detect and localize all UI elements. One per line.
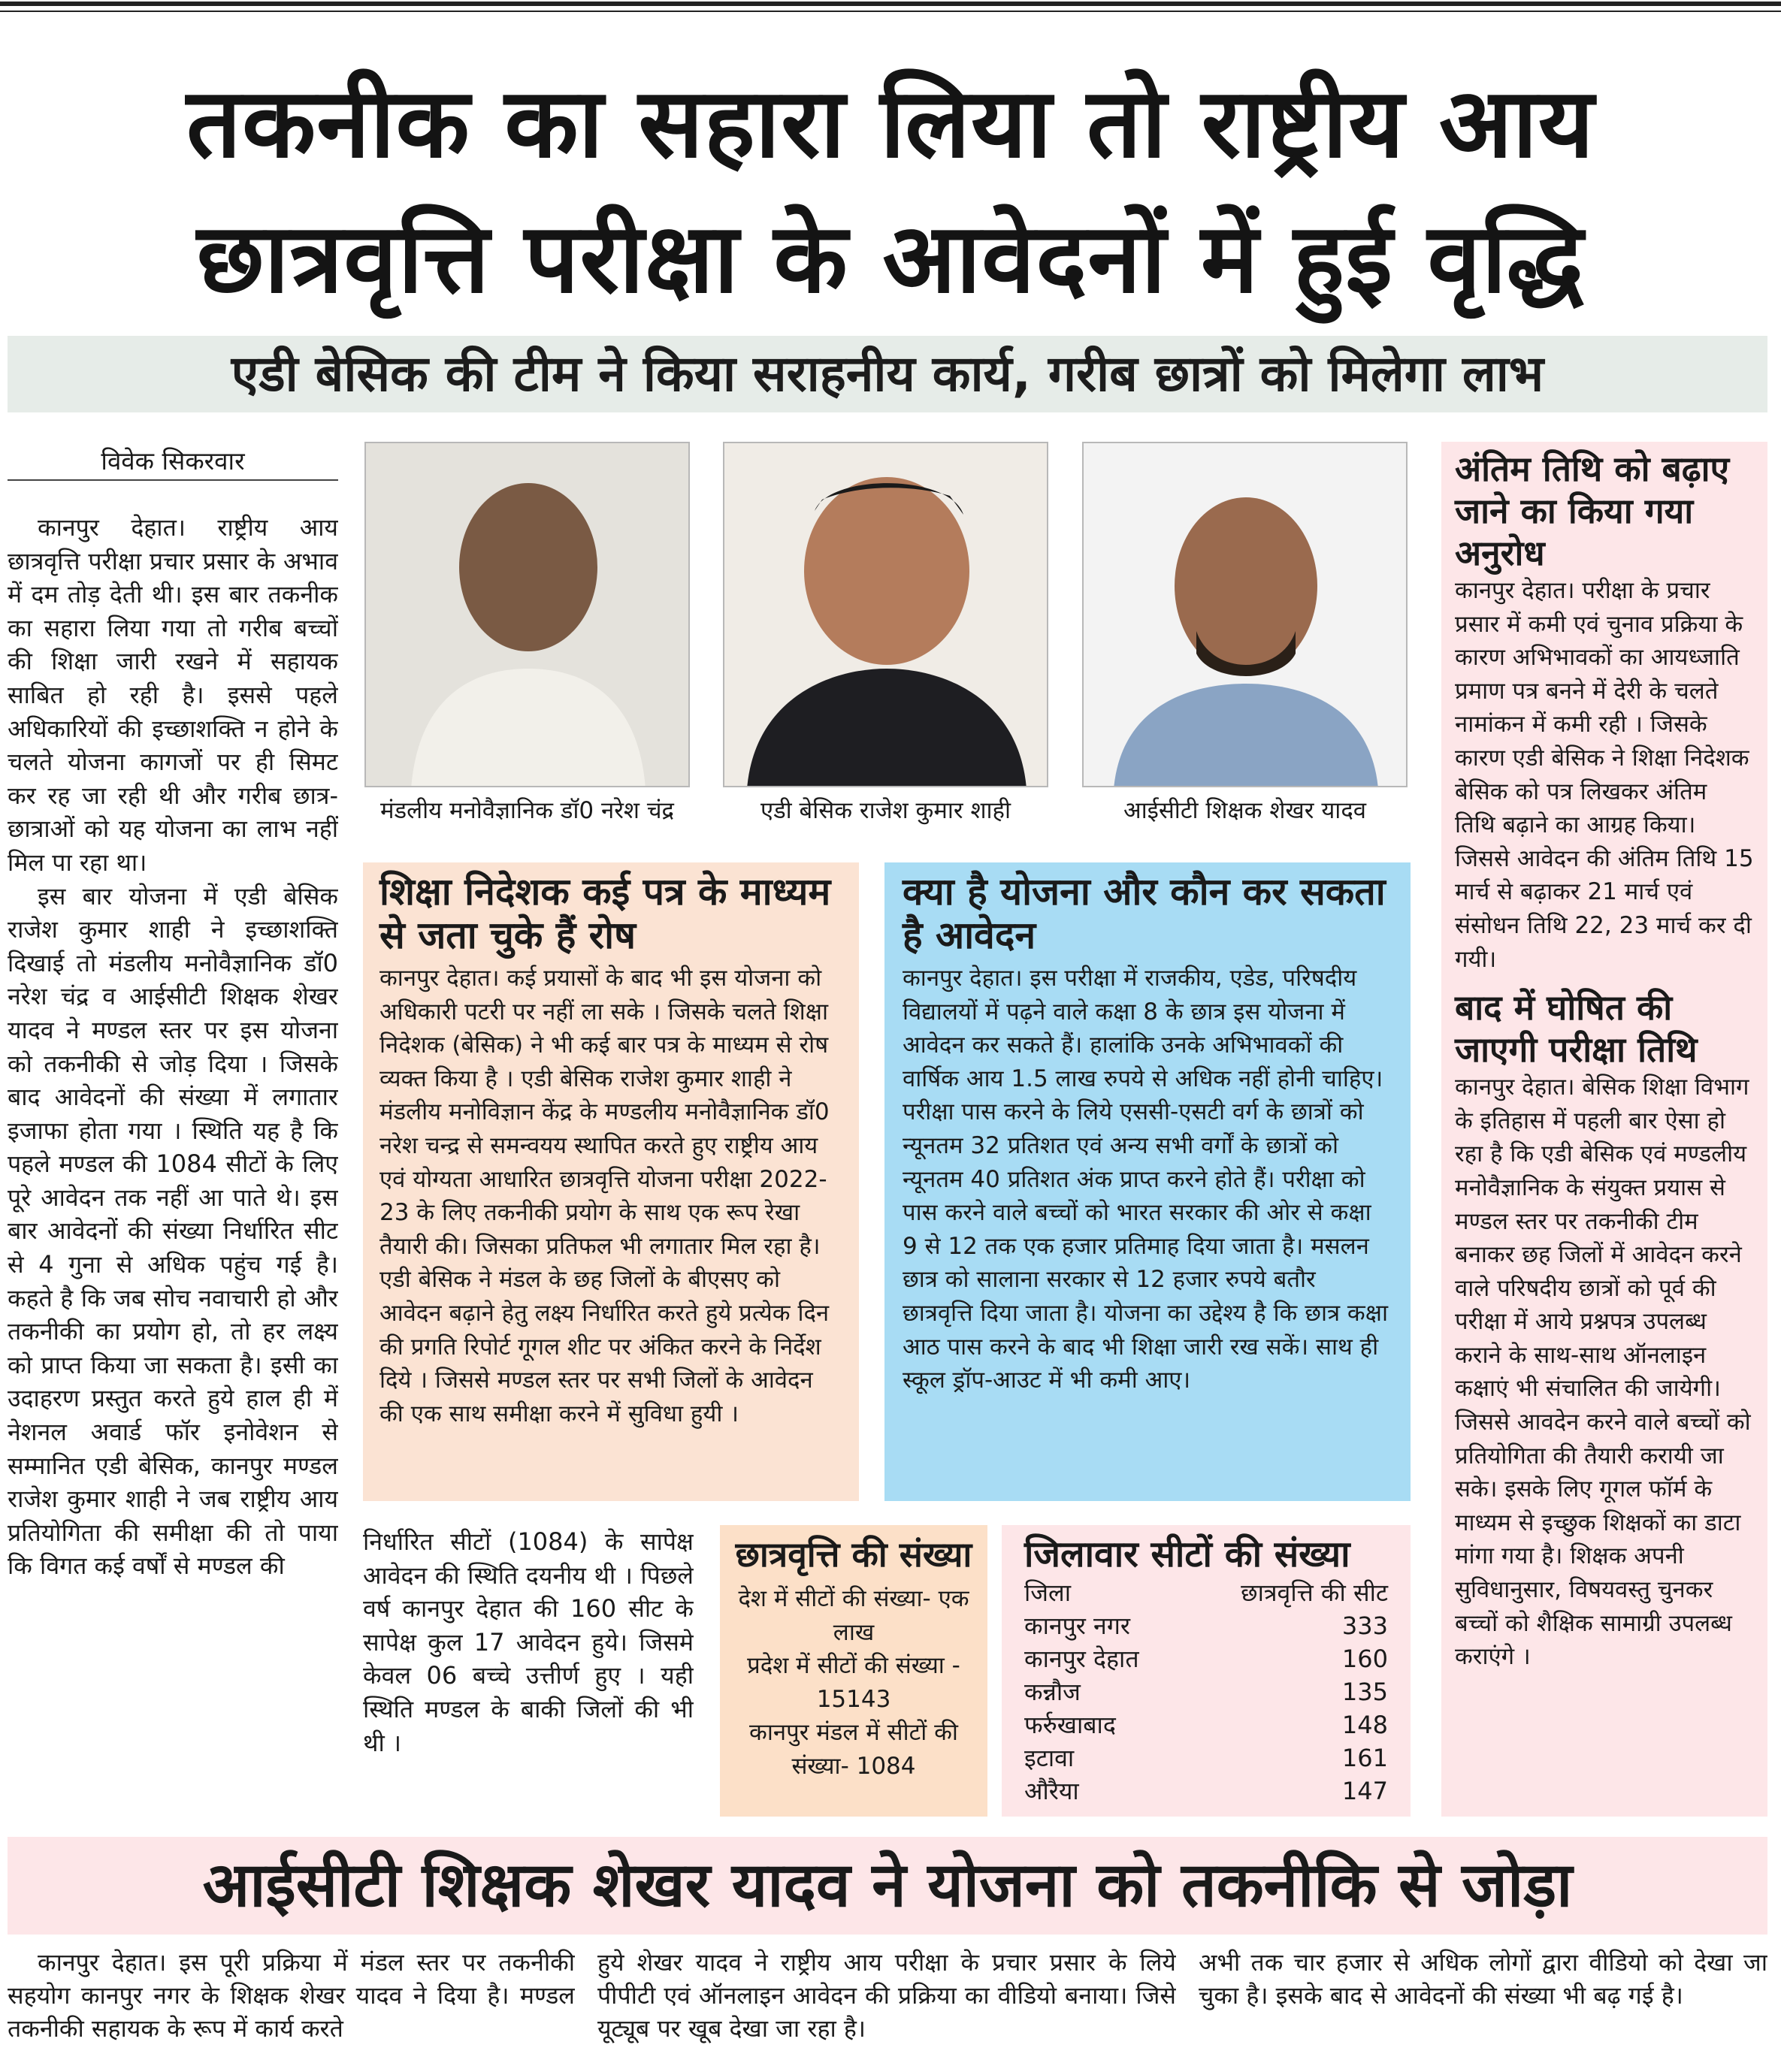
scholarship-line-country: देश में सीटों की संख्या- एक लाख xyxy=(738,1585,969,1646)
photo-naresh-chandra xyxy=(364,442,690,787)
scholarship-line-state: प्रदेश में सीटों की संख्या - 15143 xyxy=(747,1652,960,1713)
bottom-column-1 xyxy=(8,1946,575,2066)
sidebar-title-deadline: अंतिम तिथि को बढ़ाए जाने का किया गया अनुरोध xyxy=(1455,449,1730,573)
portrait-naresh-chandra xyxy=(366,443,690,787)
bottom-column-3-text: अभी तक चार हजार से अधिक लोगों द्वारा वीडियो को देखा जा चुका है। इसके बाद से आवेदनों की संख्या भी बढ़ गई है। xyxy=(1199,1948,1767,2010)
box-director-letters xyxy=(363,862,859,1501)
district-seats: 148 xyxy=(1341,1711,1388,1739)
photo-rajesh-shahi xyxy=(723,442,1048,787)
scholarship-line-division: कानपुर मंडल में सीटों की संख्या- 1084 xyxy=(749,1719,958,1780)
continuation-paragraph: निर्धारित सीटों (1084) के सापेक्ष आवेदन की स्थिति दयनीय थी । पिछले वर्ष कानपुर देहात की 160 सीट के सापेक्ष कुल 17 आवेदन हुये। जिसमे केवल 06 बच्चे उत्तीर्ण हुए । यही स्थिति मण्डल के बाकी जिलों की भी थी । xyxy=(363,1527,694,1757)
box-director-letters-title: शिक्षा निदेशक कई पत्र के माध्यम से जता चुके हैं रोष xyxy=(379,870,831,957)
portrait-rajesh-shahi xyxy=(724,443,1048,787)
main-paragraph-1: कानपुर देहात। राष्ट्रीय आय छात्रवृत्ति परीक्षा प्रचार प्रसार के अभाव में दम तोड़ देती थी। इस बार तकनीक का सहारा लिया गया तो गरीब बच्चों की शिक्षा जारी रखने में सहायक साबित हो रही है। इससे पहले अधिकारियों की इच्छाशक्ति न होने के चलते योजना कागजों पर ही सिमट कर रह जा रही थी और गरीब छात्र-छात्राओं को यह योजना का लाभ नहीं मिल पा रहा था। xyxy=(8,513,338,877)
district-seats: 160 xyxy=(1341,1645,1388,1673)
caption-naresh-chandra: मंडलीय मनोवैज्ञानिक डॉ0 नरेश चंद्र xyxy=(380,797,674,824)
bottom-column-2-text: हुये शेखर यादव ने राष्ट्रीय आय परीक्षा के प्रचार प्रसार के लिये पीपीटी एवं ऑनलाइन आवेदन की प्रक्रिया का वीडियो बनाया। जिसे यूट्यूब पर खूब देखा जा रहा है। xyxy=(597,1948,1176,2043)
seats-header: छात्रवृत्ति की सीट xyxy=(1241,1578,1388,1607)
district-seats: 135 xyxy=(1341,1678,1388,1706)
district-seats: 161 xyxy=(1341,1744,1388,1772)
main-paragraph-2: इस बार योजना में एडी बेसिक राजेश कुमार शाही ने इच्छाशक्ति दिखाई तो मंडलीय मनोवैज्ञानिक डॉ0 नरेश चंद्र व आईसीटी शिक्षक शेखर यादव ने मण्डल स्तर पर इस योजना को तकनीकी से जोड़ दिया । जिसके बाद आवेदनों की संख्या में लगातार इजाफा होता गया । स्थिति यह है कि पहले मण्डल की 1084 सीटों के लिए पूरे आवेदन तक नहीं आ पाते थे। इस बार आवेदनों की संख्या निर्धारित सीट से 4 गुना से अधिक पहुंच गई है। कहते है कि जब सोच नवाचारी हो और तकनीकी का प्रयोग हो, तो हर लक्ष्य को प्राप्त किया जा सकता है। इसी का उदाहरण प्रस्तुत करते हुये हाल ही में नेशनल अवार्ड फॉर इनोवेशन से सम्मानित एडी बेसिक, कानपुर मण्डल राजेश कुमार शाही ने जब राष्ट्रीय आय प्रतियोगिता की समीक्षा की तो पाया कि विगत कई वर्षों से मण्डल की xyxy=(8,881,338,1581)
bottom-column-3 xyxy=(1199,1946,1767,2066)
box-district-seats xyxy=(1002,1525,1411,1817)
bottom-column-1-text: कानपुर देहात। इस पूरी प्रक्रिया में मंडल स्तर पर तकनीकी सहयोग कानपुर नगर के शिक्षक शेखर यादव ने दिया है। मण्डल तकनीकी सहायक के रूप में कार्य करते xyxy=(8,1948,575,2043)
district-row xyxy=(1024,1642,1388,1675)
district-name: फर्रुखाबाद xyxy=(1024,1711,1116,1739)
photo-shekhar-yadav xyxy=(1082,442,1408,787)
sidebar-text-deadline: कानपुर देहात। परीक्षा के प्रचार प्रसार में कमी एवं चुनाव प्रक्रिया के कारण अभिभावकों का आयध्जाति प्रमाण पत्र बनने में देरी के चलते नामांकन में कमी रही । जिसके कारण एडी बेसिक ने शिक्षा निदेशक बेसिक को पत्र लिखकर अंतिम तिथि बढ़ाने का आग्रह किया। जिससे आवेदन की अंतिम तिथि 15 मार्च से बढ़ाकर 21 मार्च एवं संसोधन तिथि 22, 23 मार्च कर दी गयी। xyxy=(1455,577,1754,973)
district-row xyxy=(1024,1675,1388,1708)
top-rule-thick xyxy=(0,2,1781,6)
district-seats: 333 xyxy=(1341,1611,1388,1640)
portrait-shekhar-yadav xyxy=(1084,443,1408,787)
byline: विवेक सिकरवार xyxy=(8,443,338,481)
district-name: कानपुर नगर xyxy=(1024,1611,1130,1640)
subheadline: एडी बेसिक की टीम ने किया सराहनीय कार्य, गरीब छात्रों को मिलेगा लाभ xyxy=(8,336,1767,412)
box-scholarship-title: छात्रवृत्ति की संख्या xyxy=(735,1534,972,1575)
district-name: कानपुर देहात xyxy=(1024,1645,1139,1673)
box-scheme-info xyxy=(884,862,1411,1501)
bottom-headline-band xyxy=(8,1837,1767,1935)
district-seats-header xyxy=(1024,1576,1388,1609)
district-name: इटावा xyxy=(1024,1744,1075,1772)
sidebar-text-exam-date: कानपुर देहात। बेसिक शिक्षा विभाग के इतिहास में पहली बार ऐसा हो रहा है कि एडी बेसिक एवं मण्डलीय मनोवैज्ञानिक के संयुक्त प्रयास से मण्डल स्तर पर तकनीकी टीम बनाकर छह जिलों में आवेदन करने वाले परिषदीय छात्रों को पूर्व की परीक्षा में आये प्रश्नपत्र उपलब्ध कराने के साथ-साथ ऑनलाइन कक्षाएं भी संचालित की जायेगी। जिससे आवदेन करने वाले बच्चों को प्रतियोगिता की तैयारी करायी जा सके। इसके लिए गूगल फॉर्म के माध्यम से इच्छुक शिक्षकों का डाटा मांगा गया है। शिक्षक अपनी सुविधानुसार, विषयवस्तु चुनकर बच्चों को शैक्षिक सामाग्री उपलब्ध कराएंगे । xyxy=(1455,1074,1751,1671)
sidebar-box xyxy=(1441,442,1767,1817)
sidebar-title-exam-date: बाद में घोषित की जाएगी परीक्षा तिथि xyxy=(1455,987,1698,1071)
box-director-letters-text: कानपुर देहात। कई प्रयासों के बाद भी इस योजना को अधिकारी पटरी पर नहीं ला सके । जिसके चलते शिक्षा निदेशक (बेसिक) ने भी कई बार पत्र के माध्यम से रोष व्यक्त किया है । एडी बेसिक राजेश कुमार शाही ने मंडलीय मनोविज्ञान केंद्र के मण्डलीय मनोवैज्ञानिक डॉ0 नरेश चन्द्र से समन्वयय स्थापित करते हुए राष्ट्रीय आय एवं योग्यता आधारित छात्रवृत्ति योजना परीक्षा 2022-23 के लिए तकनीकी प्रयोग के साथ एक रूप रेखा तैयारी की। जिसका प्रतिफल भी लगातार मिल रहा है। एडी बेसिक ने मंडल के छह जिलों के बीएसए को आवेदन बढ़ाने हेतु लक्ष्य निर्धारित करते हुये प्रत्येक दिन की प्रगति रिपोर्ट गूगल शीट पर अंकित करने के निर्देश दिये । जिससे मण्डल स्तर पर सभी जिलों के आवेदन की एक साथ समीक्षा करने में सुविधा हुयी । xyxy=(379,965,830,1427)
bottom-column-2 xyxy=(597,1946,1176,2066)
main-article-continuation xyxy=(363,1525,694,1818)
district-header: जिला xyxy=(1024,1578,1072,1607)
district-row xyxy=(1024,1609,1388,1642)
caption-rajesh-shahi: एडी बेसिक राजेश कुमार शाही xyxy=(760,797,1011,824)
district-row xyxy=(1024,1708,1388,1741)
district-row xyxy=(1024,1741,1388,1774)
box-scheme-title: क्या है योजना और कौन कर सकता है आवेदन xyxy=(903,870,1386,957)
box-scholarship-count xyxy=(720,1525,987,1817)
headline-line-1: तकनीक का सहारा लिया तो राष्ट्रीय आय xyxy=(186,68,1595,180)
headline-line-2: छात्रवृत्ति परीक्षा के आवेदनों में हुई वृद्धि xyxy=(196,203,1585,315)
district-seats: 147 xyxy=(1341,1777,1388,1805)
main-article xyxy=(8,511,338,1814)
bottom-headline: आईसीटी शिक्षक शेखर यादव ने योजना को तकनीकि से जोड़ा xyxy=(202,1850,1573,1921)
district-row xyxy=(1024,1774,1388,1808)
top-rule-thin xyxy=(0,11,1781,12)
caption-shekhar-yadav: आईसीटी शिक्षक शेखर यादव xyxy=(1123,797,1367,824)
district-name: कन्नौज xyxy=(1024,1678,1081,1706)
box-scheme-text: कानपुर देहात। इस परीक्षा में राजकीय, एडेड, परिषदीय विद्यालयों में पढ़ने वाले कक्षा 8 के छात्र इस योजना में आवेदन कर सकते हैं। हालांकि उनके अभिभावकों की वार्षिक आय 1.5 लाख रुपये से अधिक नहीं होनी चाहिए। परीक्षा पास करने के लिये एससी-एसटी वर्ग के छात्रों को न्यूनतम 32 प्रतिशत एवं अन्य सभी वर्गों के छात्रों को न्यूनतम 40 प्रतिशत अंक प्राप्त करने होते हैं। परीक्षा को पास करने वाले बच्चों को भारत सरकार की ओर से कक्षा 9 से 12 तक एक हजार प्रतिमाह दिया जाता है। मसलन छात्र को सालाना सरकार से 12 हजार रुपये बतौर छात्रवृत्ति दिया जाता है। योजना का उद्देश्य है कि छात्र कक्षा आठ पास करने के बाद भी शिक्षा जारी रख सकें। साथ ही स्कूल ड्रॉप-आउट में भी कमी आए। xyxy=(903,965,1388,1394)
district-seats-title: जिलावार सीटों की संख्या xyxy=(1024,1533,1350,1575)
district-name: औरैया xyxy=(1024,1777,1079,1805)
